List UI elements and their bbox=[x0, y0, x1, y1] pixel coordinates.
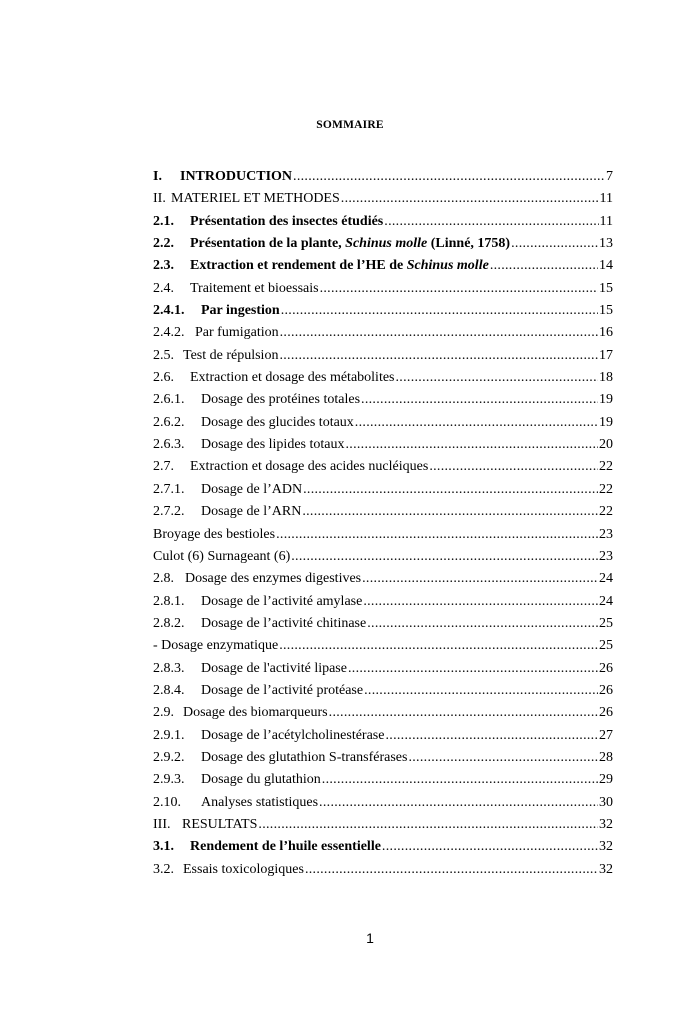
dot-leader bbox=[348, 661, 598, 677]
toc-entry[interactable] bbox=[153, 370, 613, 392]
toc-entry[interactable] bbox=[153, 549, 613, 571]
toc-entry-number: III. bbox=[153, 816, 171, 832]
toc-entry-number: 2.9.3. bbox=[153, 772, 185, 788]
dot-leader bbox=[429, 459, 598, 475]
toc-entry[interactable] bbox=[153, 638, 613, 660]
toc-entry-label bbox=[201, 772, 321, 788]
toc-entry-label-text: INTRODUCTION bbox=[180, 169, 293, 184]
dot-leader bbox=[355, 415, 598, 431]
dot-leader bbox=[490, 258, 598, 274]
toc-entry[interactable] bbox=[153, 571, 613, 593]
toc-entry-label bbox=[190, 281, 319, 297]
toc-entry[interactable] bbox=[153, 191, 613, 213]
toc-entry-label bbox=[190, 236, 510, 252]
toc-entry-label bbox=[201, 728, 384, 744]
toc-entry[interactable] bbox=[153, 862, 613, 884]
toc-entry[interactable] bbox=[153, 661, 613, 683]
dot-leader bbox=[396, 370, 599, 386]
toc-entry[interactable] bbox=[153, 482, 613, 504]
toc-entry-label bbox=[201, 594, 362, 610]
dot-leader bbox=[320, 281, 598, 297]
toc-entry-label bbox=[201, 303, 280, 319]
dot-leader bbox=[302, 504, 598, 520]
toc-entry-label bbox=[153, 638, 278, 654]
toc-entry-label bbox=[201, 437, 344, 453]
toc-entry-page: 26 bbox=[599, 682, 613, 698]
toc-entry-label-text: Extraction et dosage des acides nucléiques bbox=[190, 459, 429, 475]
toc-entry-label-text: Broyage des bestioles bbox=[153, 526, 276, 542]
toc-entry-label bbox=[201, 504, 301, 520]
dot-leader bbox=[281, 303, 598, 319]
dot-leader bbox=[305, 862, 598, 878]
dot-leader bbox=[341, 191, 599, 207]
toc-entry[interactable] bbox=[153, 817, 613, 839]
toc-entry-page: 27 bbox=[599, 727, 613, 743]
toc-entry-label-text: Dosage de l’acétylcholinestérase bbox=[201, 727, 385, 743]
toc-entry-number: I. bbox=[153, 169, 162, 184]
toc-entry-number: 2.9.1. bbox=[153, 727, 185, 743]
toc-entry-label-text: Dosage des enzymes digestives bbox=[185, 571, 362, 587]
toc-entry-page: 15 bbox=[599, 280, 613, 296]
toc-entry-number: II. bbox=[153, 191, 166, 207]
toc-entry-label-text: (Linné, 1758) bbox=[427, 236, 511, 252]
toc-entry-label bbox=[182, 817, 257, 833]
dot-leader bbox=[291, 549, 598, 565]
toc-entry-number: 2.9.2. bbox=[153, 749, 185, 765]
toc-entry[interactable] bbox=[153, 750, 613, 772]
toc-entry-label bbox=[201, 415, 354, 431]
toc-entry-label bbox=[190, 459, 428, 475]
toc-entry-page: 24 bbox=[599, 593, 613, 609]
toc-entry-number: 2.1. bbox=[153, 213, 174, 229]
toc-entry[interactable] bbox=[153, 415, 613, 437]
toc-entry-label-italic: Schinus molle bbox=[345, 236, 428, 252]
toc-entry-label-text: Dosage de l’ADN bbox=[201, 481, 303, 497]
toc-entry-label-text: Culot (6) Surnageant (6) bbox=[153, 548, 291, 564]
toc-entry-page: 26 bbox=[599, 705, 613, 721]
toc-entry-number: 2.5. bbox=[153, 347, 174, 363]
toc-entry[interactable] bbox=[153, 236, 613, 258]
toc-entry-page: 7 bbox=[606, 169, 613, 184]
toc-entry-number: 2.4. bbox=[153, 280, 174, 296]
toc-entry-page: 22 bbox=[599, 481, 613, 497]
toc-entry-label-text: Dosage des glucides totaux bbox=[201, 414, 354, 430]
dot-leader bbox=[362, 571, 598, 587]
toc-entry-label bbox=[201, 392, 360, 408]
toc-entry-page: 11 bbox=[599, 213, 613, 229]
toc-entry-page: 28 bbox=[599, 749, 613, 765]
toc-entry-label bbox=[183, 862, 304, 878]
toc-entry-page: 11 bbox=[599, 191, 613, 207]
toc-entry[interactable] bbox=[153, 616, 613, 638]
toc-entry-page: 19 bbox=[599, 414, 613, 430]
toc-entry-label bbox=[183, 705, 328, 721]
toc-entry-number: 2.8. bbox=[153, 571, 174, 587]
toc-entry-label-text: RESULTATS bbox=[182, 816, 258, 832]
toc-entry-page: 13 bbox=[599, 236, 613, 252]
toc-entry-label bbox=[183, 348, 278, 364]
toc-entry-page: 26 bbox=[599, 660, 613, 676]
toc-entry-page: 22 bbox=[599, 504, 613, 520]
toc-entry-page: 18 bbox=[599, 370, 613, 386]
toc-entry[interactable] bbox=[153, 214, 613, 236]
toc-entry-label-text: Test de répulsion bbox=[183, 347, 279, 363]
toc-entry-label-text: Présentation de la plante, bbox=[190, 236, 346, 252]
dot-leader bbox=[361, 392, 598, 408]
toc-entry-label bbox=[171, 191, 340, 207]
toc-entry-label bbox=[190, 214, 383, 230]
toc-entry-number: 2.2. bbox=[153, 236, 174, 252]
toc-entry-page: 19 bbox=[599, 392, 613, 408]
toc-entry-label-text: Par ingestion bbox=[201, 303, 280, 319]
toc-entry-page: 25 bbox=[599, 638, 613, 654]
toc-entry-label-text: Dosage du glutathion bbox=[201, 772, 321, 788]
toc-entry-label bbox=[201, 616, 366, 632]
dot-leader bbox=[258, 817, 598, 833]
page-title: SOMMAIRE bbox=[316, 119, 384, 131]
toc-entry-label-text: Dosage des lipides totaux bbox=[201, 437, 345, 453]
toc-entry-number: 2.8.1. bbox=[153, 593, 185, 609]
toc-entry-label-text: Dosage de l’activité protéase bbox=[201, 682, 364, 698]
toc-entry-label-text: Analyses statistiques bbox=[201, 794, 319, 810]
dot-leader bbox=[408, 750, 598, 766]
dot-leader bbox=[276, 527, 598, 543]
toc-entry-page: 29 bbox=[599, 772, 613, 788]
toc-entry-label-text: Rendement de l’huile essentielle bbox=[190, 839, 381, 855]
toc-entry[interactable] bbox=[153, 281, 613, 303]
toc-entry[interactable] bbox=[153, 459, 613, 481]
toc-entry-page: 24 bbox=[599, 571, 613, 587]
toc-entry[interactable] bbox=[153, 258, 613, 280]
toc-entry[interactable] bbox=[153, 504, 613, 526]
toc-entry-label-text: Extraction et rendement de l’HE de bbox=[190, 258, 407, 274]
toc-entry-label bbox=[180, 169, 292, 185]
toc-entry-label-text: Traitement et bioessais bbox=[190, 280, 319, 296]
toc-entry-number: 3.2. bbox=[153, 861, 174, 877]
toc-entry-label-text: Essais toxicologiques bbox=[183, 861, 304, 877]
toc-entry-label-text: Extraction et dosage des métabolites bbox=[190, 370, 395, 386]
toc-entry-number: 2.10. bbox=[153, 794, 181, 810]
dot-leader bbox=[382, 839, 598, 855]
toc-entry-label-text: Par fumigation bbox=[195, 325, 279, 341]
toc-entry[interactable] bbox=[153, 594, 613, 616]
toc-entry-number: 2.6.1. bbox=[153, 392, 185, 408]
toc-entry-page: 23 bbox=[599, 548, 613, 564]
table-of-contents bbox=[153, 169, 613, 884]
toc-entry-label bbox=[201, 661, 347, 677]
toc-entry[interactable] bbox=[153, 348, 613, 370]
toc-entry-page: 20 bbox=[599, 437, 613, 453]
toc-entry-page: 30 bbox=[599, 794, 613, 810]
toc-entry-label bbox=[195, 325, 279, 341]
toc-entry[interactable] bbox=[153, 392, 613, 414]
toc-entry-number: 2.6.3. bbox=[153, 437, 185, 453]
dot-leader bbox=[384, 214, 598, 230]
toc-entry[interactable] bbox=[153, 772, 613, 794]
toc-entry-label-text: Présentation des insectes étudiés bbox=[190, 213, 384, 229]
toc-entry[interactable] bbox=[153, 795, 613, 817]
toc-entry-label bbox=[153, 527, 275, 543]
toc-entry-page: 23 bbox=[599, 526, 613, 542]
toc-entry-label bbox=[153, 549, 290, 565]
toc-entry-page: 25 bbox=[599, 615, 613, 631]
toc-entry-page: 16 bbox=[599, 325, 613, 341]
dot-leader bbox=[293, 169, 605, 185]
toc-entry[interactable] bbox=[153, 303, 613, 325]
toc-entry-label-text: Dosage de l’activité amylase bbox=[201, 593, 363, 609]
dot-leader bbox=[280, 325, 598, 341]
toc-entry-page: 14 bbox=[599, 258, 613, 274]
toc-entry-number: 2.7. bbox=[153, 459, 174, 475]
toc-entry-number: 2.7.2. bbox=[153, 504, 185, 520]
toc-entry-label-text: - Dosage enzymatique bbox=[153, 638, 279, 654]
page-number: 1 bbox=[366, 930, 374, 946]
toc-entry[interactable] bbox=[153, 683, 613, 705]
toc-entry-label bbox=[201, 482, 302, 498]
toc-entry-page: 32 bbox=[599, 816, 613, 832]
dot-leader bbox=[329, 705, 598, 721]
toc-entry-page: 32 bbox=[599, 839, 613, 855]
toc-entry-label-text: Dosage de l’activité chitinase bbox=[201, 615, 367, 631]
toc-entry[interactable] bbox=[153, 325, 613, 347]
toc-entry-label bbox=[190, 258, 489, 274]
toc-entry-label-italic: Schinus molle bbox=[406, 258, 489, 274]
dot-leader bbox=[385, 728, 598, 744]
toc-entry[interactable] bbox=[153, 728, 613, 750]
toc-entry-label bbox=[190, 839, 381, 855]
toc-entry-page: 32 bbox=[599, 861, 613, 877]
toc-entry-number: 2.8.4. bbox=[153, 682, 185, 698]
toc-entry-page: 22 bbox=[599, 459, 613, 475]
toc-entry-number: 2.8.3. bbox=[153, 660, 185, 676]
toc-entry-label bbox=[201, 795, 318, 811]
toc-entry-number: 2.9. bbox=[153, 705, 174, 721]
toc-entry-number: 2.3. bbox=[153, 258, 174, 274]
dot-leader bbox=[367, 616, 598, 632]
toc-entry-page: 15 bbox=[599, 303, 613, 319]
toc-entry[interactable] bbox=[153, 437, 613, 459]
toc-entry-label-text: MATERIEL ET METHODES bbox=[171, 191, 340, 207]
toc-entry-label-text: Dosage des biomarqueurs bbox=[183, 705, 328, 721]
toc-entry-number: 3.1. bbox=[153, 839, 174, 855]
toc-entry-number: 2.8.2. bbox=[153, 615, 185, 631]
dot-leader bbox=[279, 638, 598, 654]
toc-entry[interactable] bbox=[153, 839, 613, 861]
dot-leader bbox=[364, 683, 598, 699]
toc-entry-number: 2.7.1. bbox=[153, 481, 185, 497]
dot-leader bbox=[511, 236, 598, 252]
toc-entry[interactable] bbox=[153, 169, 613, 191]
toc-entry[interactable] bbox=[153, 527, 613, 549]
dot-leader bbox=[319, 795, 598, 811]
dot-leader bbox=[363, 594, 598, 610]
toc-entry-label bbox=[190, 370, 395, 386]
toc-entry-label bbox=[201, 683, 363, 699]
toc-entry-page: 17 bbox=[599, 347, 613, 363]
toc-entry[interactable] bbox=[153, 705, 613, 727]
dot-leader bbox=[322, 772, 598, 788]
toc-entry-label-text: Dosage des protéines totales bbox=[201, 392, 361, 408]
toc-entry-label-text: Dosage de l’ARN bbox=[201, 504, 302, 520]
dot-leader bbox=[345, 437, 598, 453]
toc-entry-label-text: Dosage de l'activité lipase bbox=[201, 660, 347, 676]
toc-entry-number: 2.4.2. bbox=[153, 325, 185, 341]
toc-entry-number: 2.6. bbox=[153, 370, 174, 386]
toc-entry-label bbox=[201, 750, 407, 766]
dot-leader bbox=[279, 348, 598, 364]
toc-entry-label bbox=[185, 571, 361, 587]
toc-entry-number: 2.6.2. bbox=[153, 414, 185, 430]
dot-leader bbox=[303, 482, 598, 498]
toc-entry-label-text: Dosage des glutathion S-transférases bbox=[201, 749, 408, 765]
toc-entry-number: 2.4.1. bbox=[153, 303, 185, 319]
